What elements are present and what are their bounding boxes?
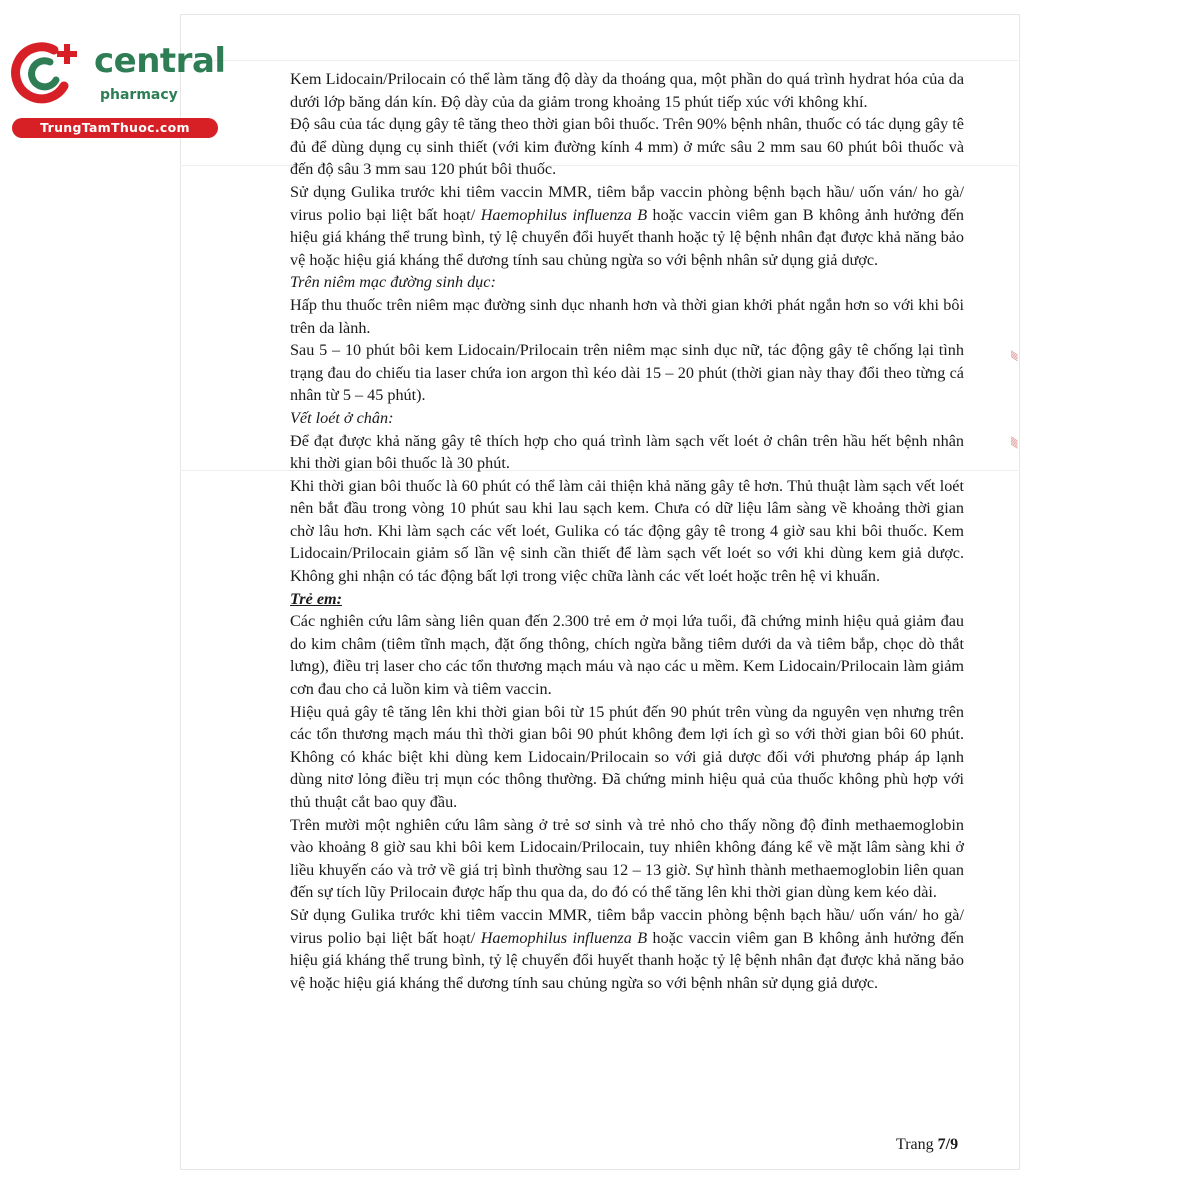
italic-term: Haemophilus influenza B bbox=[480, 928, 648, 947]
body-paragraph: Hiệu quả gây tê tăng lên khi thời gian bôi từ 15 phút đến 90 phút trên vùng da nguyên vẹn nhưng trên các tổn thương mạch máu thì thời gian bôi 90 phút không đem lợi ích gì so với thời gian bôi 60 phút. Không có khác biệt khi dùng kem Lidocain/Prilocain so với giả dược đối với phương pháp áp lạnh dùng nitơ lỏng điều trị mụn cóc thông thường. Đã chứng minh hiệu quả của thuốc không phù hợp với thủ thuật cắt bao quy đầu. bbox=[290, 702, 964, 811]
margin-stamp-mark: ⁄⁄⁄⁄⁄ bbox=[1008, 352, 1018, 360]
page-count: 7/9 bbox=[937, 1136, 959, 1153]
body-paragraph: Các nghiên cứu lâm sàng liên quan đến 2.300 trẻ em ở mọi lứa tuổi, đã chứng minh hiệu quả giảm đau do kim châm (tiêm tĩnh mạch, đặt ống thông, chích ngừa bằng tiêm dưới da và tiêm bắp, chọc dò thắt lưng), điều trị laser cho các tổn thương mạch máu và nạo các u mềm. Kem Lidocain/Prilocain làm giảm cơn đau cho cả luồn kim và tiêm vaccin. bbox=[290, 612, 964, 699]
paragraph-text: hoặc vaccin viêm gan B không ảnh hưởng đến hiệu giá kháng thể trung bình, tỷ lệ chuyển đổi huyết thanh hoặc tỷ lệ bệnh nhân đạt được khả năng bảo vệ hoặc hiệu giá kháng thể dương tính sau chủng ngừa so với bệnh nhân sử dụng giả dược. bbox=[290, 928, 964, 992]
logo-site-banner: TrungTamThuoc.com bbox=[12, 118, 218, 138]
body-paragraph bbox=[290, 904, 964, 994]
page-label: Trang bbox=[896, 1136, 934, 1153]
body-paragraph: Hấp thu thuốc trên niêm mạc đường sinh dục nhanh hơn và thời gian khởi phát ngắn hơn so với khi bôi trên da lành. bbox=[290, 295, 964, 337]
body-paragraph: Khi thời gian bôi thuốc là 60 phút có thể làm cải thiện khả năng gây tê hơn. Thủ thuật làm sạch vết loét nên bắt đầu trong vòng 10 phút sau khi lau sạch kem. Chưa có dữ liệu lâm sàng về khoảng thời gian chờ lâu hơn. Khi làm sạch các vết loét, Gulika có tác động gây tê trong 4 giờ sau khi bôi thuốc. Kem Lidocain/Prilocain giảm số lần vệ sinh cần thiết để làm sạch vết loét so với khi dùng kem giả dược. Không ghi nhận có tác động bất lợi trong việc chữa lành các vết loét hoặc trên hệ vi khuẩn. bbox=[290, 476, 964, 586]
page-number bbox=[896, 1136, 958, 1154]
paragraph-text: Sử dụng Gulika trước khi tiêm vaccin MMR, tiêm bắp vaccin phòng bệnh bạch hầu/ uốn ván/ ho gà/ virus polio bại liệt bất hoạt/ bbox=[290, 182, 964, 224]
document-body bbox=[290, 68, 964, 994]
body-paragraph: Để đạt được khả năng gây tê thích hợp cho quá trình làm sạch vết loét ở chân trên hầu hết bệnh nhân khi thời gian bôi thuốc là 30 phút. bbox=[290, 431, 964, 473]
body-paragraph: Sau 5 – 10 phút bôi kem Lidocain/Prilocain trên niêm mạc sinh dục nữ, tác động gây tê chống lại tình trạng đau do chiếu tia laser chứa ion argon thì kéo dài 15 – 20 phút (thời gian này thay đổi theo từng cá nhân từ 5 – 45 phút). bbox=[290, 341, 964, 405]
section-subheading: Vết loét ở chân: bbox=[290, 408, 394, 427]
body-paragraph: Kem Lidocain/Prilocain có thể làm tăng độ dày da thoáng qua, một phần do quá trình hydrat hóa của da dưới lớp băng dán kín. Độ dày của da giảm trong khoảng 15 phút tiếp xúc với không khí. bbox=[290, 70, 964, 111]
brand-logo[interactable] bbox=[8, 38, 226, 138]
body-paragraph bbox=[290, 181, 964, 271]
section-subheading: Trên niêm mạc đường sinh dục: bbox=[290, 273, 496, 292]
italic-term: Haemophilus influenza B bbox=[480, 205, 648, 224]
scan-artifact-line bbox=[180, 60, 1018, 61]
logo-wordmark: central bbox=[94, 41, 226, 81]
margin-stamp-mark: ⁄⁄⁄⁄⁄⁄ bbox=[1008, 438, 1018, 448]
body-paragraph: Độ sâu của tác dụng gây tê tăng theo thời gian bôi thuốc. Trên 90% bệnh nhân, thuốc có tác dụng gây tê đủ để dùng dụng cụ sinh thiết (với kim đường kính 4 mm) ở mức sâu 2 mm sau 60 phút bôi thuốc và đến độ sâu 3 mm sau 120 phút bôi thuốc. bbox=[290, 115, 964, 179]
paragraph-text: hoặc vaccin viêm gan B không ảnh hưởng đến hiệu giá kháng thể trung bình, tỷ lệ chuyển đổi huyết thanh hoặc tỷ lệ bệnh nhân đạt được khả năng bảo vệ hoặc hiệu giá kháng thể dương tính sau chủng ngừa so với bệnh nhân sử dụng giả dược. bbox=[290, 205, 964, 269]
body-paragraph: Trên mười một nghiên cứu lâm sàng ở trẻ sơ sinh và trẻ nhỏ cho thấy nồng độ đỉnh methaemoglobin vào khoảng 8 giờ sau khi bôi kem Lidocain/Prilocain, tuy nhiên không đáng kể về mặt lâm sàng khi ở liều khuyến cáo và trở về giá trị bình thường sau 12 – 13 giờ. Sự hình thành methaemoglobin liên quan đến sự tích lũy Prilocain được hấp thu qua da, do đó có thể tăng lên khi thời gian dùng kem kéo dài. bbox=[290, 815, 964, 902]
logo-subtitle: pharmacy bbox=[100, 87, 178, 103]
central-pharmacy-logo-icon bbox=[10, 40, 86, 104]
paragraph-text: Sử dụng Gulika trước khi tiêm vaccin MMR, tiêm bắp vaccin phòng bệnh bạch hầu/ uốn ván/ ho gà/ virus polio bại liệt bất hoạt/ bbox=[290, 905, 964, 947]
section-heading: Trẻ em: bbox=[290, 589, 342, 608]
